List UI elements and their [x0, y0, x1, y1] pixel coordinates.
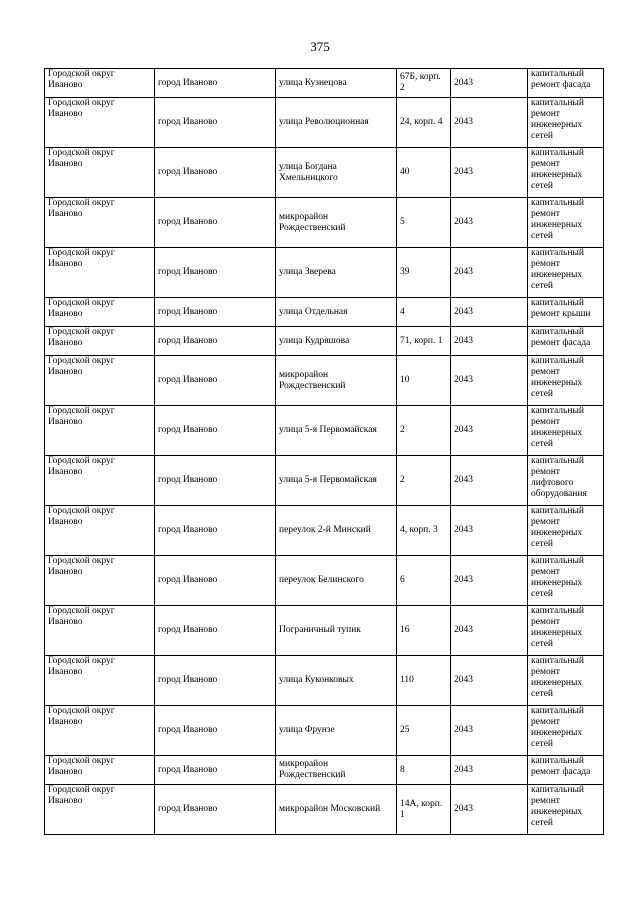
- street-cell: переулок 2-й Минский: [276, 506, 397, 556]
- page-number: 375: [310, 39, 330, 54]
- year-cell: 2043: [451, 98, 528, 148]
- work-type-cell: капитальный ремонт фасада: [528, 327, 604, 356]
- municipality-cell: Городской округ Иваново: [45, 198, 155, 248]
- repair-schedule-table: [44, 68, 604, 835]
- municipality-cell: Городской округ Иваново: [45, 148, 155, 198]
- settlement-cell: город Иваново: [155, 69, 276, 98]
- municipality-cell: Городской округ Иваново: [45, 656, 155, 706]
- year-cell: 2043: [451, 406, 528, 456]
- house-cell: 16: [397, 606, 451, 656]
- table-row: [45, 98, 604, 148]
- municipality-cell: Городской округ Иваново: [45, 606, 155, 656]
- settlement-cell: город Иваново: [155, 556, 276, 606]
- table-row: [45, 248, 604, 298]
- municipality-cell: Городской округ Иваново: [45, 98, 155, 148]
- house-cell: 8: [397, 756, 451, 785]
- settlement-cell: город Иваново: [155, 356, 276, 406]
- table-row: [45, 756, 604, 785]
- settlement-cell: город Иваново: [155, 656, 276, 706]
- settlement-cell: город Иваново: [155, 506, 276, 556]
- year-cell: 2043: [451, 298, 528, 327]
- table-row: [45, 327, 604, 356]
- street-cell: улица Зверева: [276, 248, 397, 298]
- work-type-cell: капитальный ремонт инженерных сетей: [528, 556, 604, 606]
- street-cell: улица Кудряшова: [276, 327, 397, 356]
- table-row: [45, 356, 604, 406]
- settlement-cell: город Иваново: [155, 298, 276, 327]
- year-cell: 2043: [451, 656, 528, 706]
- street-cell: улица Отдельная: [276, 298, 397, 327]
- year-cell: 2043: [451, 456, 528, 506]
- settlement-cell: город Иваново: [155, 756, 276, 785]
- street-cell: улица Кузнецова: [276, 69, 397, 98]
- year-cell: 2043: [451, 356, 528, 406]
- work-type-cell: капитальный ремонт инженерных сетей: [528, 248, 604, 298]
- municipality-cell: Городской округ Иваново: [45, 298, 155, 327]
- municipality-cell: Городской округ Иваново: [45, 706, 155, 756]
- year-cell: 2043: [451, 506, 528, 556]
- work-type-cell: капитальный ремонт инженерных сетей: [528, 706, 604, 756]
- settlement-cell: город Иваново: [155, 248, 276, 298]
- work-type-cell: капитальный ремонт инженерных сетей: [528, 656, 604, 706]
- table-row: [45, 656, 604, 706]
- house-cell: 110: [397, 656, 451, 706]
- work-type-cell: капитальный ремонт инженерных сетей: [528, 506, 604, 556]
- year-cell: 2043: [451, 69, 528, 98]
- year-cell: 2043: [451, 327, 528, 356]
- municipality-cell: Городской округ Иваново: [45, 327, 155, 356]
- year-cell: 2043: [451, 198, 528, 248]
- street-cell: микрорайон Рождественский: [276, 198, 397, 248]
- street-cell: улица Фрунзе: [276, 706, 397, 756]
- settlement-cell: город Иваново: [155, 198, 276, 248]
- table-row: [45, 506, 604, 556]
- year-cell: 2043: [451, 248, 528, 298]
- table-row: [45, 706, 604, 756]
- street-cell: переулок Белинского: [276, 556, 397, 606]
- house-cell: 71, корп. 1: [397, 327, 451, 356]
- table-row: [45, 606, 604, 656]
- street-cell: микрорайон Рождественский: [276, 756, 397, 785]
- house-cell: 39: [397, 248, 451, 298]
- house-cell: 40: [397, 148, 451, 198]
- work-type-cell: капитальный ремонт инженерных сетей: [528, 606, 604, 656]
- settlement-cell: город Иваново: [155, 706, 276, 756]
- year-cell: 2043: [451, 148, 528, 198]
- municipality-cell: Городской округ Иваново: [45, 556, 155, 606]
- year-cell: 2043: [451, 756, 528, 785]
- house-cell: 6: [397, 556, 451, 606]
- work-type-cell: капитальный ремонт инженерных сетей: [528, 785, 604, 835]
- table-row: [45, 69, 604, 98]
- municipality-cell: Городской округ Иваново: [45, 406, 155, 456]
- municipality-cell: Городской округ Иваново: [45, 756, 155, 785]
- table-row: [45, 456, 604, 506]
- house-cell: 24, корп. 4: [397, 98, 451, 148]
- table-row: [45, 298, 604, 327]
- table-row: [45, 198, 604, 248]
- work-type-cell: капитальный ремонт фасада: [528, 756, 604, 785]
- year-cell: 2043: [451, 556, 528, 606]
- table-row: [45, 556, 604, 606]
- house-cell: 4, корп. 3: [397, 506, 451, 556]
- house-cell: 2: [397, 456, 451, 506]
- work-type-cell: капитальный ремонт лифтового оборудования: [528, 456, 604, 506]
- settlement-cell: город Иваново: [155, 406, 276, 456]
- work-type-cell: капитальный ремонт инженерных сетей: [528, 198, 604, 248]
- settlement-cell: город Иваново: [155, 327, 276, 356]
- settlement-cell: город Иваново: [155, 456, 276, 506]
- work-type-cell: капитальный ремонт инженерных сетей: [528, 98, 604, 148]
- work-type-cell: капитальный ремонт крыши: [528, 298, 604, 327]
- street-cell: улица Революционная: [276, 98, 397, 148]
- house-cell: 4: [397, 298, 451, 327]
- table-row: [45, 406, 604, 456]
- street-cell: Пограничный тупик: [276, 606, 397, 656]
- municipality-cell: Городской округ Иваново: [45, 456, 155, 506]
- house-cell: 5: [397, 198, 451, 248]
- settlement-cell: город Иваново: [155, 98, 276, 148]
- year-cell: 2043: [451, 785, 528, 835]
- settlement-cell: город Иваново: [155, 148, 276, 198]
- street-cell: улица Богдана Хмельницкого: [276, 148, 397, 198]
- street-cell: улица Куконковых: [276, 656, 397, 706]
- year-cell: 2043: [451, 706, 528, 756]
- table-row: [45, 148, 604, 198]
- house-cell: 14А, корп. 1: [397, 785, 451, 835]
- work-type-cell: капитальный ремонт фасада: [528, 69, 604, 98]
- house-cell: 25: [397, 706, 451, 756]
- municipality-cell: Городской округ Иваново: [45, 248, 155, 298]
- settlement-cell: город Иваново: [155, 785, 276, 835]
- street-cell: микрорайон Рождественский: [276, 356, 397, 406]
- work-type-cell: капитальный ремонт инженерных сетей: [528, 356, 604, 406]
- settlement-cell: город Иваново: [155, 606, 276, 656]
- street-cell: улица 5-я Первомайская: [276, 456, 397, 506]
- year-cell: 2043: [451, 606, 528, 656]
- street-cell: улица 5-я Первомайская: [276, 406, 397, 456]
- work-type-cell: капитальный ремонт инженерных сетей: [528, 406, 604, 456]
- table-row: [45, 785, 604, 835]
- municipality-cell: Городской округ Иваново: [45, 785, 155, 835]
- municipality-cell: Городской округ Иваново: [45, 69, 155, 98]
- street-cell: микрорайон Московский: [276, 785, 397, 835]
- house-cell: 67Б, корп. 2: [397, 69, 451, 98]
- municipality-cell: Городской округ Иваново: [45, 506, 155, 556]
- work-type-cell: капитальный ремонт инженерных сетей: [528, 148, 604, 198]
- municipality-cell: Городской округ Иваново: [45, 356, 155, 406]
- house-cell: 2: [397, 406, 451, 456]
- house-cell: 10: [397, 356, 451, 406]
